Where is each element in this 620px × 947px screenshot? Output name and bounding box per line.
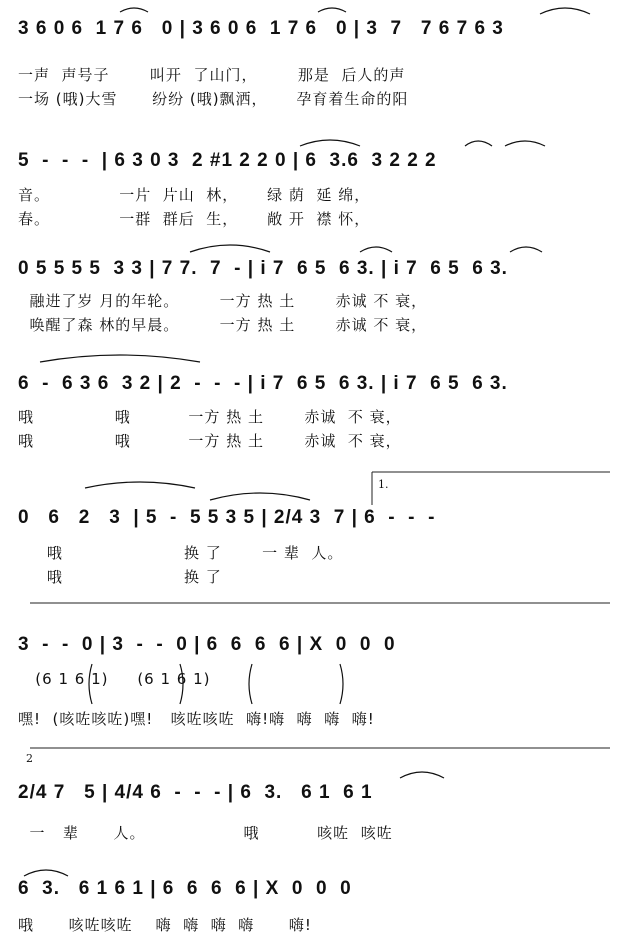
slur bbox=[360, 247, 392, 252]
lyric-line: 哦 换 了 bbox=[18, 568, 222, 586]
slur bbox=[24, 870, 68, 876]
notes-line: 2/4 7 5 | 4/4 6 - - - | 6 3. 6 1 6 1 bbox=[18, 782, 373, 803]
notes-line: 3 - - 0 | 3 - - 0 | 6 6 6 6 | X 0 0 0 bbox=[18, 634, 396, 655]
notes-line: 0 5 5 5 5 3 3 | 7 7. 7 - | i 7 6 5 6 3. | i 7 6 5 6 3. bbox=[18, 258, 508, 279]
lyric-line: 哦 哦 一方 热 土 赤诚 不 衰， bbox=[18, 432, 402, 450]
slur bbox=[120, 8, 148, 12]
ending-2-marker: 2 bbox=[26, 752, 33, 765]
lyric-line: 嘿! (咳咗咳咗)嘿! 咳咗咳咗 嗨!嗨 嗨 嗨 嗨! bbox=[18, 710, 375, 728]
slur bbox=[210, 493, 310, 500]
lyric-line: 哦 哦 一方 热 土 赤诚 不 衰， bbox=[18, 408, 402, 426]
lyric-line: 音。 一片 片山 林， 绿 荫 延 绵， bbox=[18, 186, 371, 204]
slur bbox=[505, 141, 545, 146]
notes-line: 6 3. 6 1 6 1 | 6 6 6 6 | X 0 0 0 bbox=[18, 878, 352, 899]
slur bbox=[190, 245, 270, 252]
slur bbox=[85, 482, 195, 488]
lyric-line: 融进了岁 月的年轮。 一方 热 土 赤诚 不 衰， bbox=[18, 292, 428, 310]
notes-line: 5 - - - | 6 3 0 3 2 #1 2 2 0 | 6 3.6 3 2 2 2 bbox=[18, 150, 437, 171]
notes-line: 3 6 0 6 1 7 6 0 | 3 6 0 6 1 7 6 0 | 3 7 7 6 7 6 3 bbox=[18, 18, 504, 39]
paren-left bbox=[89, 664, 92, 704]
lyric-line: 一 辈 人。 哦 咳咗 咳咗 bbox=[18, 824, 393, 842]
paren-right bbox=[180, 664, 183, 704]
slur bbox=[318, 8, 346, 12]
slur bbox=[300, 140, 360, 146]
notes-line: 6 - 6 3 6 3 2 | 2 - - - | i 7 6 5 6 3. | i 7 6 5 6 3. bbox=[18, 373, 508, 394]
slur bbox=[400, 772, 444, 778]
lyric-line: (6 1 6 1) (6 1 6 1) bbox=[18, 670, 211, 688]
lyric-line: 一场 (哦)大雪 纷纷 (哦)飘洒， 孕育着生命的阳 bbox=[18, 90, 409, 108]
paren-right bbox=[340, 664, 343, 704]
lyric-line: 哦 咳咗咳咗 嗨 嗨 嗨 嗨 嗨! bbox=[18, 916, 312, 934]
ending-1-marker: 1. bbox=[378, 478, 389, 491]
lyric-line: 唤醒了森 林的早晨。 一方 热 土 赤诚 不 衰， bbox=[18, 316, 428, 334]
slur bbox=[40, 355, 200, 362]
slur bbox=[540, 8, 590, 14]
slur bbox=[465, 141, 492, 146]
notes-line: 0 6 2 3 | 5 - 5 5 3 5 | 2/4 3 7 | 6 - - - bbox=[18, 507, 436, 528]
lyric-line: 春。 一群 群后 生， 敞 开 襟 怀， bbox=[18, 210, 371, 228]
lyric-line: 一声 声号子 叫开 了山门， 那是 后人的声 bbox=[18, 66, 406, 84]
paren-left bbox=[249, 664, 252, 704]
slur bbox=[510, 247, 542, 252]
lyric-line: 哦 换 了 一 辈 人。 bbox=[18, 544, 344, 562]
